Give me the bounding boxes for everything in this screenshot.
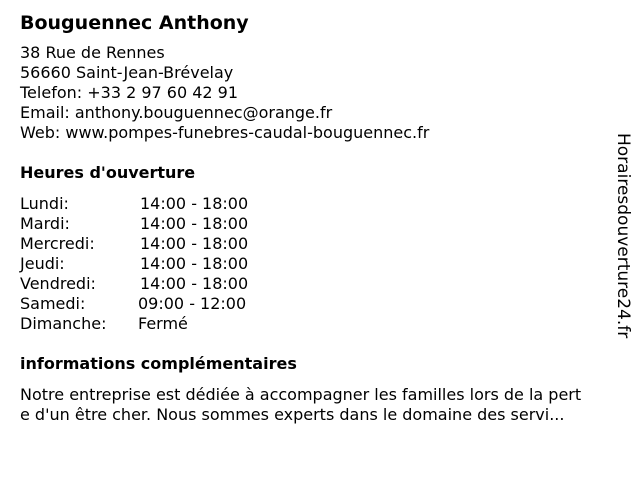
contact-block [20,43,429,143]
day-hours: 14:00 - 18:00 [140,194,249,213]
watermark-text: Horairesdouverture24.fr [613,133,633,339]
opening-hours-heading: Heures d'ouverture [20,163,196,182]
additional-info-heading: informations complémentaires [20,354,297,373]
day-hours: 14:00 - 18:00 [140,274,249,293]
day-label: Mercredi: [20,234,95,253]
web-line: Web: www.pompes-funebres-caudal-bouguennec.fr [20,123,430,142]
day-label: Vendredi: [20,274,96,293]
address-city: 56660 Saint-Jean-Brévelay [20,63,234,82]
day-hours: 14:00 - 18:00 [140,254,249,273]
business-name: Bouguennec Anthony [20,12,249,34]
day-label: Jeudi: [20,254,65,273]
business-description [20,385,628,425]
day-hours: 14:00 - 18:00 [140,214,249,233]
day-label: Mardi: [20,214,70,233]
day-hours: 14:00 - 18:00 [140,234,249,253]
day-hours: 09:00 - 12:00 [138,294,247,313]
day-hours: Fermé [138,314,188,333]
day-label: Lundi: [20,194,69,213]
day-label: Samedi: [20,294,86,313]
site-watermark [610,133,634,345]
description-line: e d'un être cher. Nous sommes experts dans le domaine des servi... [20,405,565,424]
phone-line: Telefon: +33 2 97 60 42 91 [20,83,239,102]
day-label: Dimanche: [20,314,107,333]
address-street: 38 Rue de Rennes [20,43,165,62]
description-line: Notre entreprise est dédiée à accompagner les familles lors de la pert [20,385,582,404]
email-line: Email: anthony.bouguennec@orange.fr [20,103,333,122]
